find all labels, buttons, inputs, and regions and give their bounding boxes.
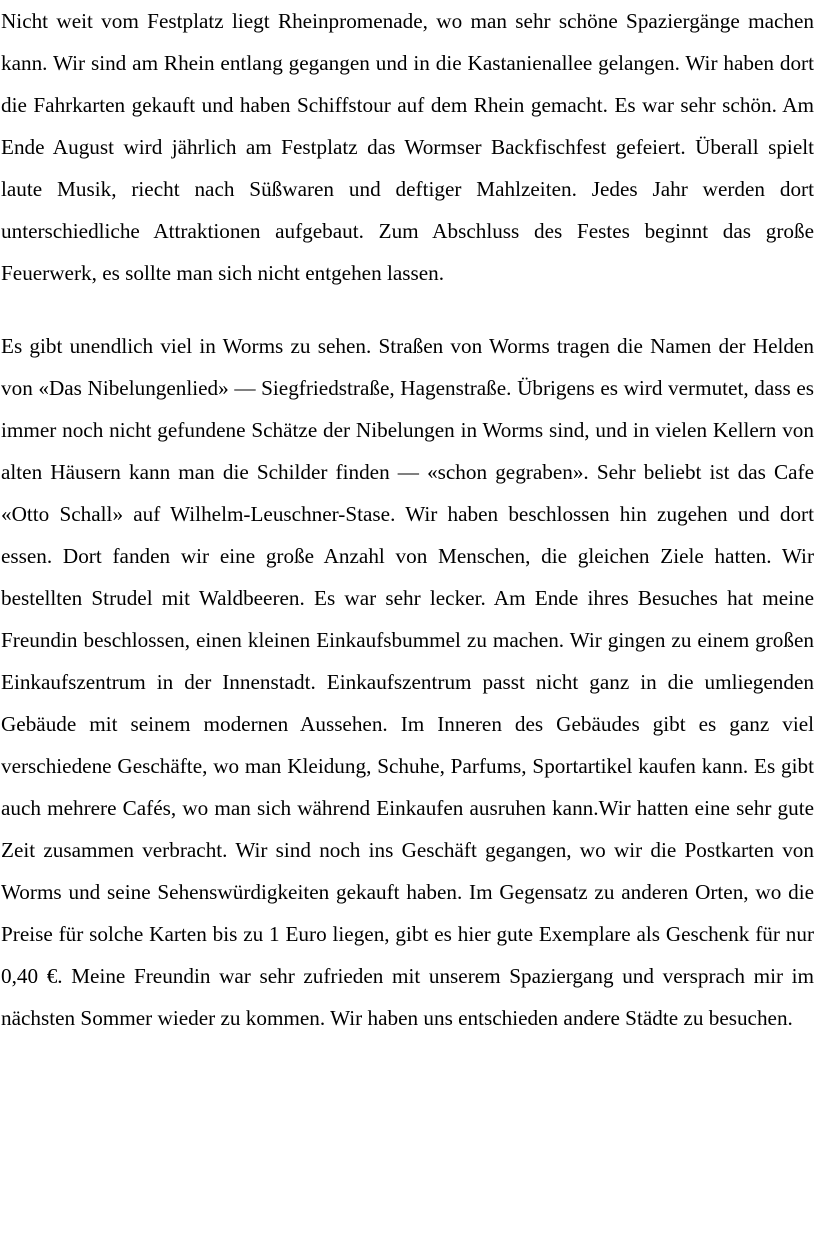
paragraph-festplatz-rheinpromenade: Nicht weit vom Festplatz liegt Rheinpromenade, wo man sehr schöne Spaziergänge machen kann. Wir sind am Rhein entlang gegangen und in die Kastanienallee gelangen. Wir haben dort die Fahrkarten gekauft und haben Schiffstour auf dem Rhein gemacht. Es war sehr schön. Am Ende August wird jährlich am Festplatz das Wormser Backfischfest gefeiert. Überall spielt laute Musik, riecht nach Süßwaren und deftiger Mahlzeiten. Jedes Jahr werden dort unterschiedliche Attraktionen aufgebaut. Zum Abschluss des Festes beginnt das große Feuerwerk, es sollte man sich nicht entgehen lassen.	[1, 9, 814, 285]
paragraph-worms-sightseeing: Es gibt unendlich viel in Worms zu sehen. Straßen von Worms tragen die Namen der Helden von «Das Nibelungenlied» — Siegfriedstraße, Hagenstraße. Übrigens es wird vermutet, dass es immer noch nicht gefundene Schätze der Nibelungen in Worms sind, und in vielen Kellern von alten Häusern kann man die Schilder finden — «schon gegraben». Sehr beliebt ist das Cafe «Otto Schall» auf Wilhelm-Leuschner-Stase. Wir haben beschlossen hin zugehen und dort essen. Dort fanden wir eine große Anzahl von Menschen, die gleichen Ziele hatten. Wir bestellten Strudel mit Waldbeeren. Es war sehr lecker. Am Ende ihres Besuches hat meine Freundin beschlossen, einen kleinen Einkaufsbummel zu machen. Wir gingen zu einem großen Einkaufszentrum in der Innenstadt. Einkaufszentrum passt nicht ganz in die umliegenden Gebäude mit seinem modernen Aussehen. Im Inneren des Gebäudes gibt es ganz viel verschiedene Geschäfte, wo man Kleidung, Schuhe, Parfums, Sportartikel kaufen kann. Es gibt auch mehrere Cafés, wo man sich während Einkaufen ausruhen kann.Wir hatten eine sehr gute Zeit zusammen verbracht. Wir sind noch ins Geschäft gegangen, wo wir die Postkarten von Worms und seine Sehenswürdigkeiten gekauft haben. Im Gegensatz zu anderen Orten, wo die Preise für solche Karten bis zu 1 Euro liegen, gibt es hier gute Exemplare als Geschenk für nur 0,40 €. Meine Freundin war sehr zufrieden mit unserem Spaziergang und versprach mir im nächsten Sommer wieder zu kommen. Wir haben uns entschieden andere Städte zu besuchen.	[1, 334, 814, 1030]
